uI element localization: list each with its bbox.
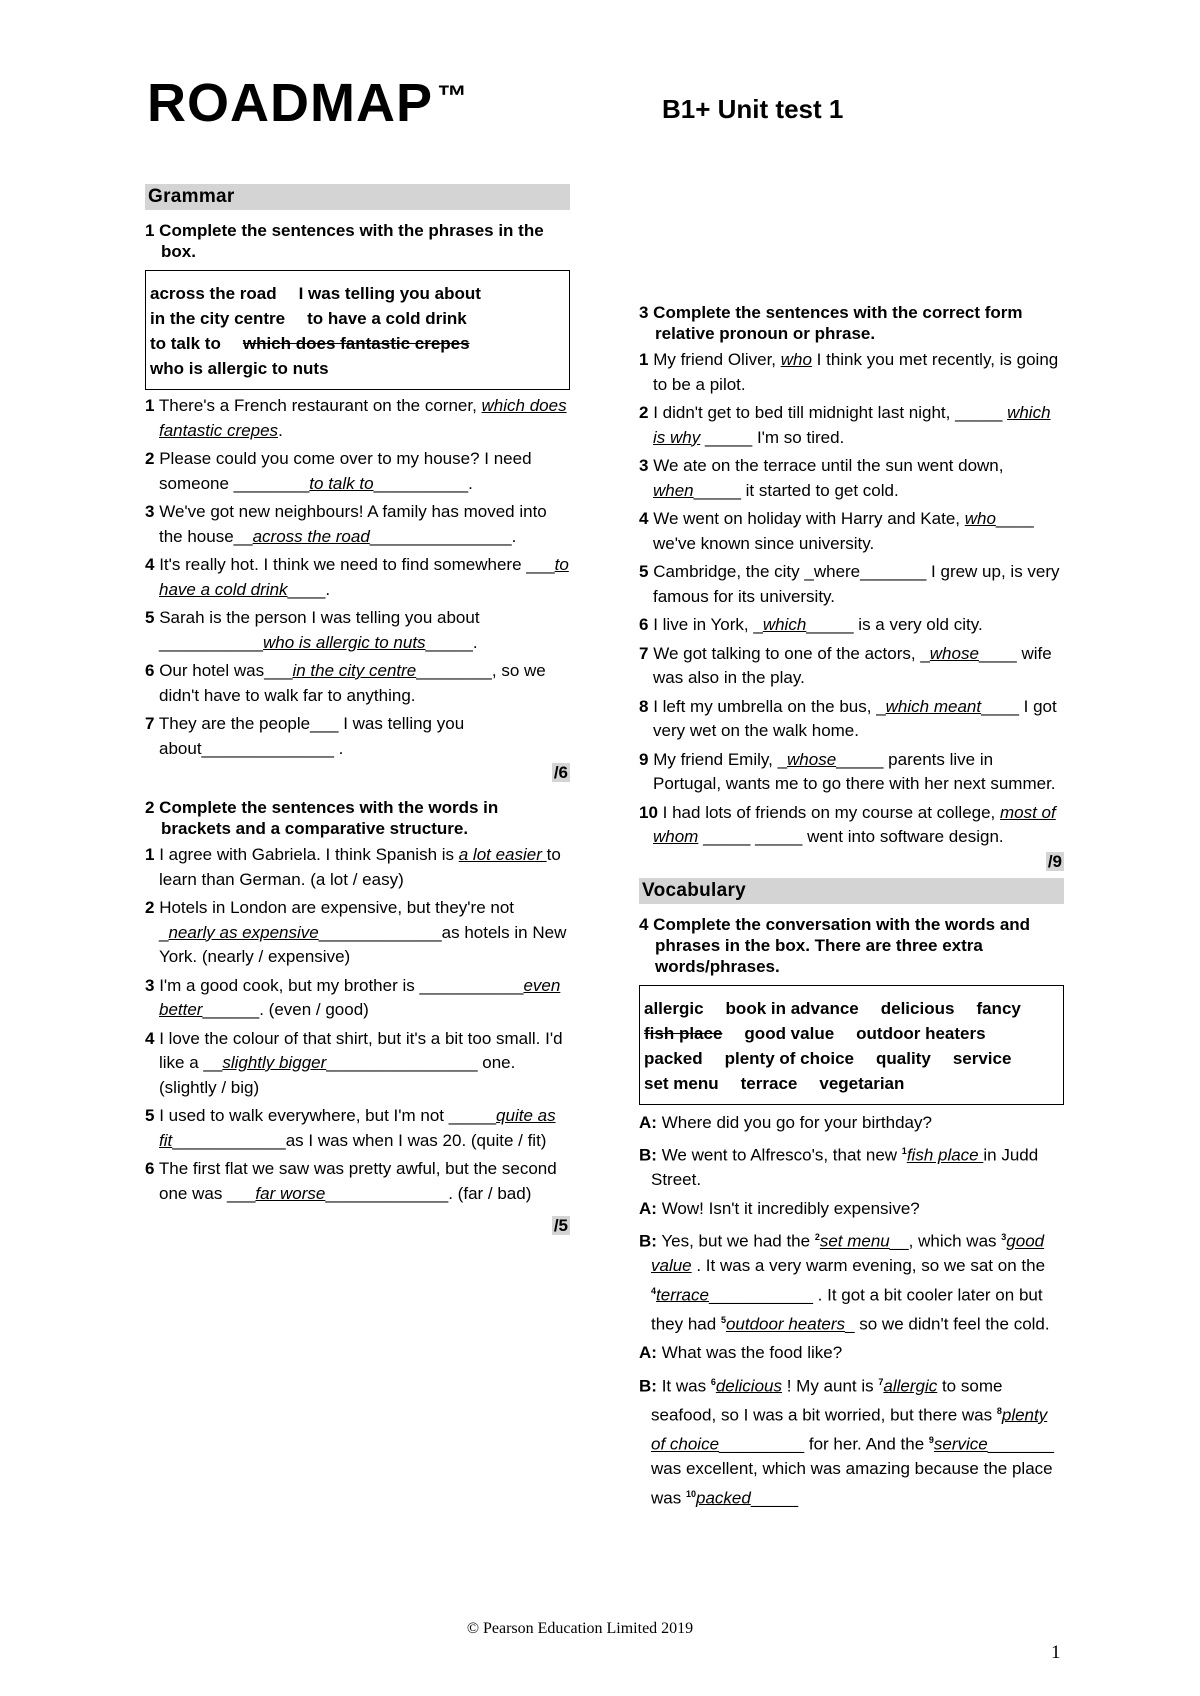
box-word: delicious — [880, 998, 955, 1018]
exercise-item: 6 Our hotel was___in the city centre________, so we didn't have to walk far to anything. — [145, 661, 546, 705]
exercise-item: 3 We ate on the terrace until the sun went down, when_____ it started to get cold. — [639, 456, 1004, 500]
item-number: 6 — [639, 615, 649, 634]
right-column — [639, 302, 1064, 1511]
answer-text: in the city centre — [292, 661, 417, 680]
box-word: outdoor heaters — [856, 1023, 986, 1043]
item-number: 3 — [145, 975, 155, 995]
answer-text: even better — [159, 975, 561, 1019]
exercise-item: 1 There's a French restaurant on the corner, which does fantastic crepes. — [145, 396, 567, 440]
answer-text: who is allergic to nuts — [263, 632, 426, 652]
exercise-1-word-box — [145, 270, 570, 390]
box-phrase: across the road — [150, 284, 277, 303]
item-number: 8 — [639, 696, 649, 716]
item-number: 5 — [145, 608, 155, 627]
answer-text: whose — [929, 643, 979, 663]
exercise-item: 5 Sarah is the person I was telling you about ___________who is allergic to nuts_____. — [145, 608, 480, 652]
box-word: fancy — [976, 998, 1021, 1018]
left-column — [145, 184, 570, 1236]
exercise-item: 1 I agree with Gabriela. I think Spanish is a lot easier to learn than German. (a lot / easy) — [145, 845, 561, 889]
exercise-item: 4 It's really hot. I think we need to find somewhere ___to have a cold drink____. — [145, 555, 569, 599]
exercise-item: 10 I had lots of friends on my course at college, most of whom _____ _____ went into software design. — [639, 802, 1056, 846]
answer-text: slightly bigger — [222, 1053, 327, 1072]
item-number: 7 — [639, 643, 649, 663]
page-number: 1 — [1051, 1642, 1061, 1663]
exercise-item: 5 Cambridge, the city _where_______ I grew up, is very famous for its university. — [639, 562, 1060, 606]
exercise-item: 7 We got talking to one of the actors, _whose____ wife was also in the play. — [639, 643, 1052, 687]
item-number: 1 — [145, 396, 155, 415]
item-number: 1 — [145, 845, 155, 864]
box-phrase: in the city centre — [150, 309, 286, 328]
dialogue-line: B: It was $^6$delicious ! My aunt is $^7$allergic to some seafood, so I was a bit worried, but there was $^8$plenty of choice_________ for her. And the $^9$service_______ was excellent, which was amazing because the place was $^{10}$packed_____ — [639, 1376, 1054, 1508]
exercise-item: 2 Please could you come over to my house? I need someone ________to talk to__________. — [145, 449, 532, 493]
box-phrase: to talk to — [150, 334, 221, 353]
unit-title: B1+ Unit test 1 — [662, 94, 844, 124]
exercise-4-instruction: 4 Complete the conversation with the words and phrases in the box. There are three extra words/phrases. — [639, 914, 1031, 976]
box-word: allergic — [644, 998, 704, 1018]
exercise-2-instruction: 2 Complete the sentences with the words in brackets and a comparative structure. — [145, 798, 499, 838]
answer-text: far worse — [255, 1183, 326, 1203]
box-phrase-example: which does fantastic crepes — [242, 334, 470, 353]
answer-text: to talk to — [309, 473, 374, 493]
answer-text: who — [964, 509, 996, 528]
answer-text: which is why — [653, 403, 1051, 447]
vocabulary-heading: Vocabulary — [639, 878, 1064, 904]
answer-text: which does fantastic crepes — [159, 396, 567, 440]
answer-text: when — [653, 480, 694, 500]
exercise-item: 4 I love the colour of that shirt, but it's a bit too small. I'd like a __slightly bigger________________ one. (slightly / big) — [145, 1028, 563, 1097]
box-word: good value — [744, 1023, 835, 1043]
copyright-footer: © Pearson Education Limited 2019 — [466, 1620, 694, 1637]
box-phrase: who is allergic to nuts — [150, 359, 329, 378]
item-number: 6 — [145, 1159, 155, 1178]
item-number: 9 — [639, 749, 649, 769]
item-number: 2 — [145, 449, 155, 468]
exercise-item: 1 My friend Oliver, who I think you met recently, is going to be a pilot. — [639, 350, 1059, 394]
dialogue-line: B: We went to Alfresco's, that new $^1$fish place in Judd Street. — [639, 1145, 1039, 1190]
box-word: set menu — [644, 1073, 719, 1093]
exercise-1-instruction: 1 Complete the sentences with the phrases in the box. — [145, 221, 544, 261]
item-number: 5 — [639, 562, 649, 581]
exercise-1-score: /6 — [553, 763, 568, 782]
exercise-item: 3 We've got new neighbours! A family has moved into the house__across the road_______________. — [145, 502, 547, 546]
box-word: packed — [644, 1048, 703, 1068]
exercise-item: 7 They are the people___ I was telling you about______________ . — [145, 714, 465, 758]
box-word: plenty of choice — [724, 1048, 855, 1068]
item-number: 5 — [145, 1106, 155, 1125]
box-word: quality — [876, 1048, 931, 1068]
box-word: terrace — [740, 1073, 798, 1093]
trademark-symbol: ™ — [437, 80, 468, 113]
box-phrase: I was telling you about — [298, 284, 481, 303]
item-number: 4 — [639, 509, 649, 528]
dialogue-line: A: What was the food like? — [639, 1343, 843, 1363]
box-phrase: to have a cold drink — [307, 309, 467, 328]
answer-text: most of whom — [653, 802, 1056, 846]
exercise-4-word-box — [639, 985, 1064, 1105]
exercise-item: 2 Hotels in London are expensive, but they're not _nearly as expensive_____________as hotels in New York. (nearly / expensive) — [145, 898, 567, 966]
exercise-3-instruction: 3 Complete the sentences with the correct form relative pronoun or phrase. — [639, 303, 1023, 343]
answer-text: quite as fit — [159, 1106, 556, 1150]
answer-text: across the road — [252, 526, 370, 546]
exercise-item: 6 The first flat we saw was pretty awful, but the second one was ___far worse_____________. (far / bad) — [145, 1159, 557, 1203]
conversation — [639, 1111, 1064, 1511]
exercise-2-score: /5 — [553, 1216, 568, 1235]
item-number: 4 — [145, 555, 155, 574]
item-number: 3 — [639, 456, 649, 475]
exercise-item: 6 I live in York, _which_____ is a very old city. — [639, 615, 983, 634]
item-number: 3 — [145, 502, 155, 521]
exercise-item: 5 I used to walk everywhere, but I'm not _____quite as fit____________as I was when I was 20. (quite / fit) — [145, 1106, 556, 1150]
item-number: 2 — [639, 403, 649, 422]
exercise-item: 8 I left my umbrella on the bus, _which meant____ I got very wet on the walk home. — [639, 696, 1057, 740]
grammar-heading: Grammar — [145, 184, 570, 210]
item-number: 10 — [639, 802, 658, 822]
item-number: 1 — [639, 350, 649, 369]
dialogue-line: A: Where did you go for your birthday? — [639, 1112, 932, 1132]
answer-text: who — [780, 350, 812, 369]
exercise-item: 9 My friend Emily, _whose_____ parents live in Portugal, wants me to go there with her next summer. — [639, 749, 1056, 793]
box-word-example: fish place — [644, 1023, 723, 1043]
answer-text: which — [762, 615, 807, 634]
answer-text: which meant — [885, 696, 982, 716]
item-number: 2 — [145, 898, 155, 917]
answer-text: to have a cold drink — [159, 555, 569, 599]
item-number: 7 — [145, 714, 155, 733]
exercise-item: 2 I didn't get to bed till midnight last night, _____ which is why _____ I'm so tired. — [639, 403, 1051, 447]
answer-text: whose — [787, 749, 837, 769]
answer-text: nearly as expensive — [168, 922, 319, 942]
exercise-item: 4 We went on holiday with Harry and Kate, who____ we've known since university. — [639, 509, 1034, 553]
box-word: book in advance — [725, 998, 859, 1018]
roadmap-logo: ROADMAP ™ — [147, 73, 468, 133]
answer-text: a lot easier — [458, 845, 547, 864]
item-number: 6 — [145, 661, 155, 680]
box-word: service — [952, 1048, 1012, 1068]
exercise-item: 3 I'm a good cook, but my brother is ___________even better______. (even / good) — [145, 975, 561, 1019]
dialogue-line: A: Wow! Isn't it incredibly expensive? — [639, 1198, 920, 1218]
exercise-3-score: /9 — [1047, 851, 1062, 871]
item-number: 4 — [145, 1028, 155, 1048]
box-word: vegetarian — [819, 1073, 905, 1093]
dialogue-line: B: Yes, but we had the $^2$set menu__, which was $^3$good value . It was a very warm evening, so we sat on the $^4$terrace___________ . It got a bit cooler later on but they had $^5$outdoor heaters_ so we didn't feel the cold. — [639, 1231, 1050, 1334]
